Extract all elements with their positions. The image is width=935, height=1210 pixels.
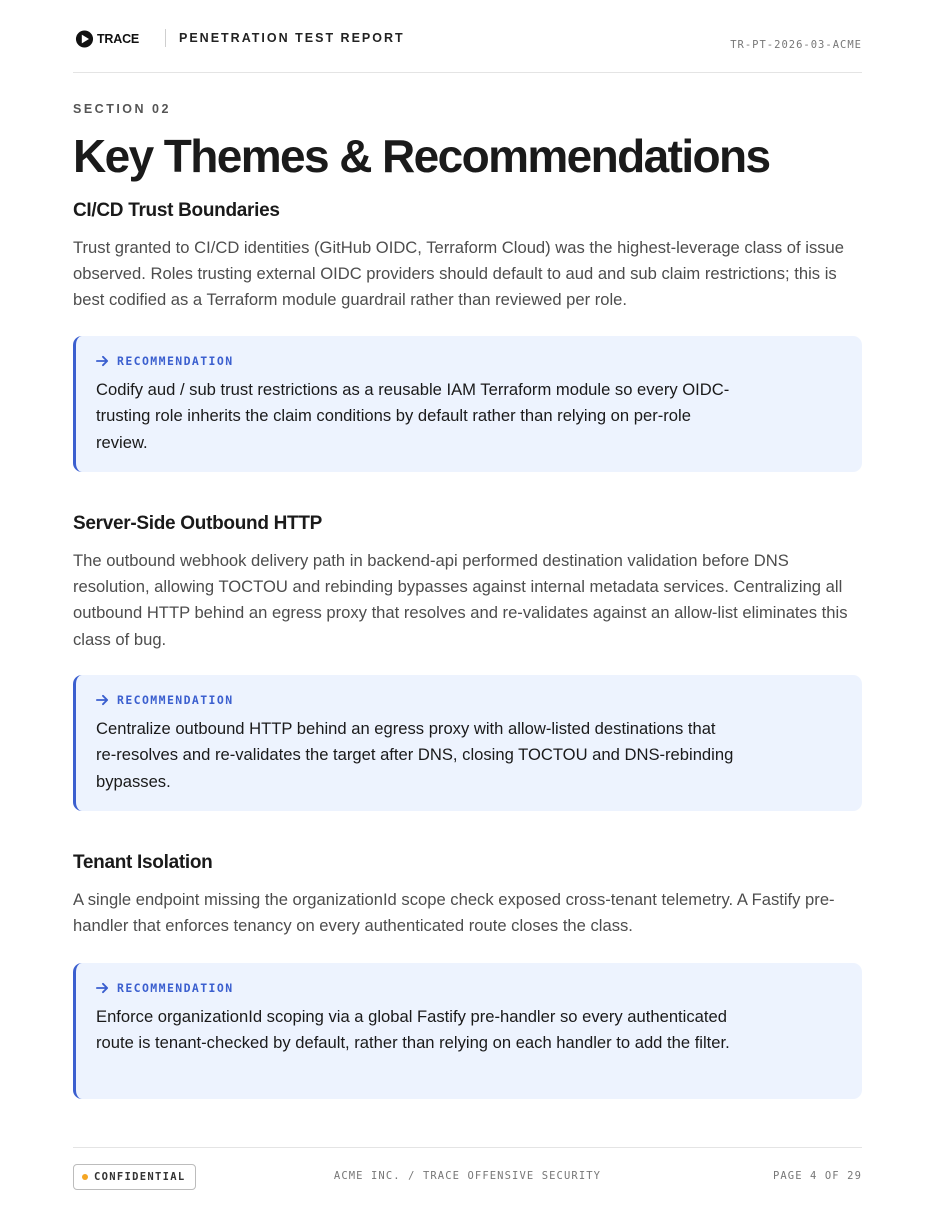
header-divider <box>165 29 166 47</box>
recommendation-callout <box>73 963 862 1099</box>
report-page <box>73 0 862 1210</box>
theme-title: Tenant Isolation <box>73 852 213 873</box>
theme-title: Server-Side Outbound HTTP <box>73 513 323 534</box>
trace-logo-icon <box>75 30 94 48</box>
arrow-right-icon <box>96 694 109 706</box>
section-title: Key Themes & Recommendations <box>73 130 770 182</box>
recommendation-label-text: RECOMMENDATION <box>117 981 234 995</box>
section-label: SECTION 02 <box>73 102 171 116</box>
recommendation-text: Centralize outbound HTTP behind an egress proxy with allow-listed destinations that re-resolves and re-validates the target after DNS, closing TOCTOU and DNS-rebinding bypasses. <box>96 719 734 791</box>
recommendation-label <box>96 693 234 707</box>
arrow-right-icon <box>96 355 109 367</box>
recommendation-callout <box>73 675 862 811</box>
page-number: PAGE 4 OF 29 <box>772 1170 862 1182</box>
theme-title: CI/CD Trust Boundaries <box>73 200 280 221</box>
theme-body: A single endpoint missing the organizationId scope check exposed cross-tenant telemetry. A Fastify pre-handler that enforces tenancy on every authenticated route closes the class. <box>73 890 835 936</box>
footer-org: ACME INC. / TRACE OFFENSIVE SECURITY <box>333 1170 602 1182</box>
recommendation-label <box>96 981 234 995</box>
report-title: PENETRATION TEST REPORT <box>179 31 405 45</box>
recommendation-label <box>96 354 234 368</box>
theme-outbound-http <box>73 512 862 653</box>
theme-cicd-trust <box>73 199 862 314</box>
recommendation-label-text: RECOMMENDATION <box>117 354 234 368</box>
brand-logo <box>75 30 139 48</box>
recommendation-text: Enforce organizationId scoping via a global Fastify pre-handler so every authenticated route is tenant-checked by default, rather than relying on each handler to add the filter. <box>96 1007 730 1053</box>
arrow-right-icon <box>96 982 109 994</box>
recommendation-text: Codify aud / sub trust restrictions as a reusable IAM Terraform module so every OIDC-trusting role inherits the claim conditions by default rather than relying on per-role review. <box>96 380 730 452</box>
theme-body: The outbound webhook delivery path in backend-api performed destination validation before DNS resolution, allowing TOCTOU and rebinding bypasses against internal metadata services. Centralizing all outbound HTTP behind an egress proxy that resolves and re-validates against an allow-list eliminates this class of bug. <box>73 551 848 649</box>
page-header <box>73 28 862 73</box>
recommendation-callout <box>73 336 862 472</box>
badge-label: CONFIDENTIAL <box>94 1171 186 1183</box>
page-footer <box>73 1147 862 1198</box>
theme-body: Trust granted to CI/CD identities (GitHub OIDC, Terraform Cloud) was the highest-leverage class of issue observed. Roles trusting external OIDC providers should default to aud and sub claim restrictions; this is best codified as a Terraform module guardrail rather than reviewed per role. <box>73 238 844 310</box>
document-id: TR-PT-2026-03-ACME <box>730 39 862 51</box>
recommendation-label-text: RECOMMENDATION <box>117 693 234 707</box>
theme-tenant-isolation <box>73 851 862 939</box>
brand-name: TRACE <box>97 32 140 46</box>
